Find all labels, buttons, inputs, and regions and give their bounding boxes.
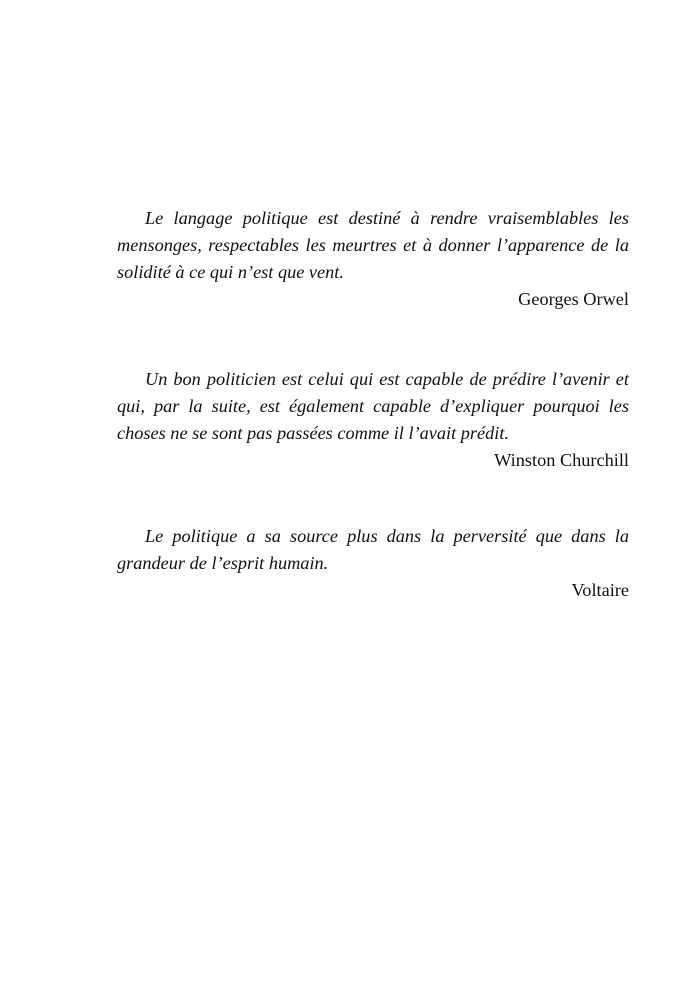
- quote-block: [117, 366, 629, 474]
- quote-text: Le langage politique est destiné à rendre vraisemblables les mensonges, respectables les meurtres et à donner l’apparence de la solidité à ce qui n’est que vent.: [117, 208, 629, 282]
- quote-author: Voltaire: [571, 580, 629, 600]
- quote-text: Un bon politicien est celui qui est capable de prédire l’avenir et qui, par la suite, est également capable d’expliquer pourquoi les choses ne se sont pas passées comme il l’avait prédit.: [117, 369, 629, 443]
- quote-block: [117, 523, 629, 604]
- quote-text: Le politique a sa source plus dans la perversité que dans la grandeur de l’esprit humain.: [117, 526, 629, 573]
- quote-author: Winston Churchill: [494, 450, 629, 470]
- quote-block: [117, 205, 629, 313]
- quote-author: Georges Orwel: [518, 289, 629, 309]
